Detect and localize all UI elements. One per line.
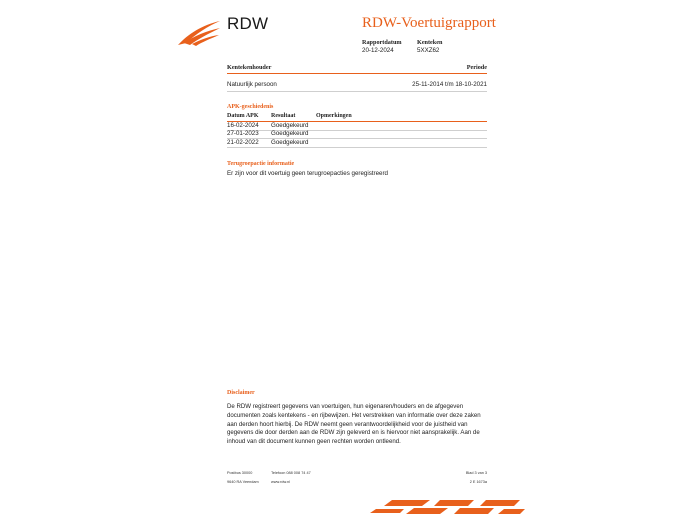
apk-row-date: 16-02-2024	[227, 122, 259, 129]
footer-page-number: Blad 3 van 3	[465, 471, 487, 475]
table-row-divider	[227, 147, 487, 148]
column-header-result: Resultaat	[271, 113, 296, 119]
apk-row-date: 27-01-2023	[227, 130, 259, 137]
disclaimer-text: De RDW registreert gegevens van voertuigen, hun eigenaren/houders en de afgegeven documenten zoals kentekens - en rijbewijzen. Het verstrekken van informatie over deze zaken aan derden hoort hierbij. De RDW neemt geen verantwoordelijkheid voor de juistheid van gegevens die door derden aan de RDW zijn geleverd en is hiervoor niet aansprakelijk. Aan de inhoud van dit document kunnen geen rechten worden ontleend.	[227, 403, 481, 446]
disclaimer-title: Disclaimer	[227, 390, 255, 396]
table-row-divider	[227, 130, 487, 131]
holder-label: Kentekenhouder	[227, 64, 272, 71]
apk-history-title: APK-geschiedenis	[227, 104, 274, 110]
footer-document-code: 2 E 1673a	[469, 480, 487, 484]
divider	[227, 91, 487, 92]
recall-text: Er zijn voor dit voertuig geen terugroepacties geregistreerd	[227, 170, 388, 177]
recall-title: Terugroepactie informatie	[227, 161, 295, 167]
footer-city: 9640 RA Veendam	[227, 480, 259, 484]
rdw-stripe-graphic-icon	[370, 500, 525, 514]
plate-value: 5XXZ62	[417, 47, 440, 54]
period-label: Periode	[466, 64, 487, 71]
table-row-divider	[227, 138, 487, 139]
apk-row-result: Goedgekeurd	[271, 122, 309, 129]
column-header-remarks: Opmerkingen	[316, 113, 352, 119]
holder-period: 25-11-2014 t/m 18-10-2021	[412, 81, 487, 88]
holder-section-header	[227, 64, 487, 71]
brand-name: RDW	[227, 14, 269, 33]
footer-website: www.rdw.nl	[271, 480, 290, 484]
report-date-label: Rapportdatum	[362, 39, 402, 46]
divider	[227, 121, 487, 122]
apk-row-date: 21-02-2022	[227, 139, 259, 146]
rdw-flame-logo-icon	[176, 20, 222, 46]
apk-row-result: Goedgekeurd	[271, 139, 309, 146]
divider	[227, 73, 487, 74]
plate-label: Kenteken	[417, 39, 443, 46]
column-header-date: Datum APK	[227, 113, 259, 119]
footer-postbus: Postbus 30000	[227, 471, 253, 475]
report-date-value: 20-12-2024	[362, 47, 394, 54]
footer-phone: Telefoon 088 008 74 47	[271, 471, 311, 475]
holder-type: Natuurlijk persoon	[227, 81, 277, 88]
apk-row-result: Goedgekeurd	[271, 130, 309, 137]
report-title: RDW-Voertuigrapport	[362, 15, 496, 31]
